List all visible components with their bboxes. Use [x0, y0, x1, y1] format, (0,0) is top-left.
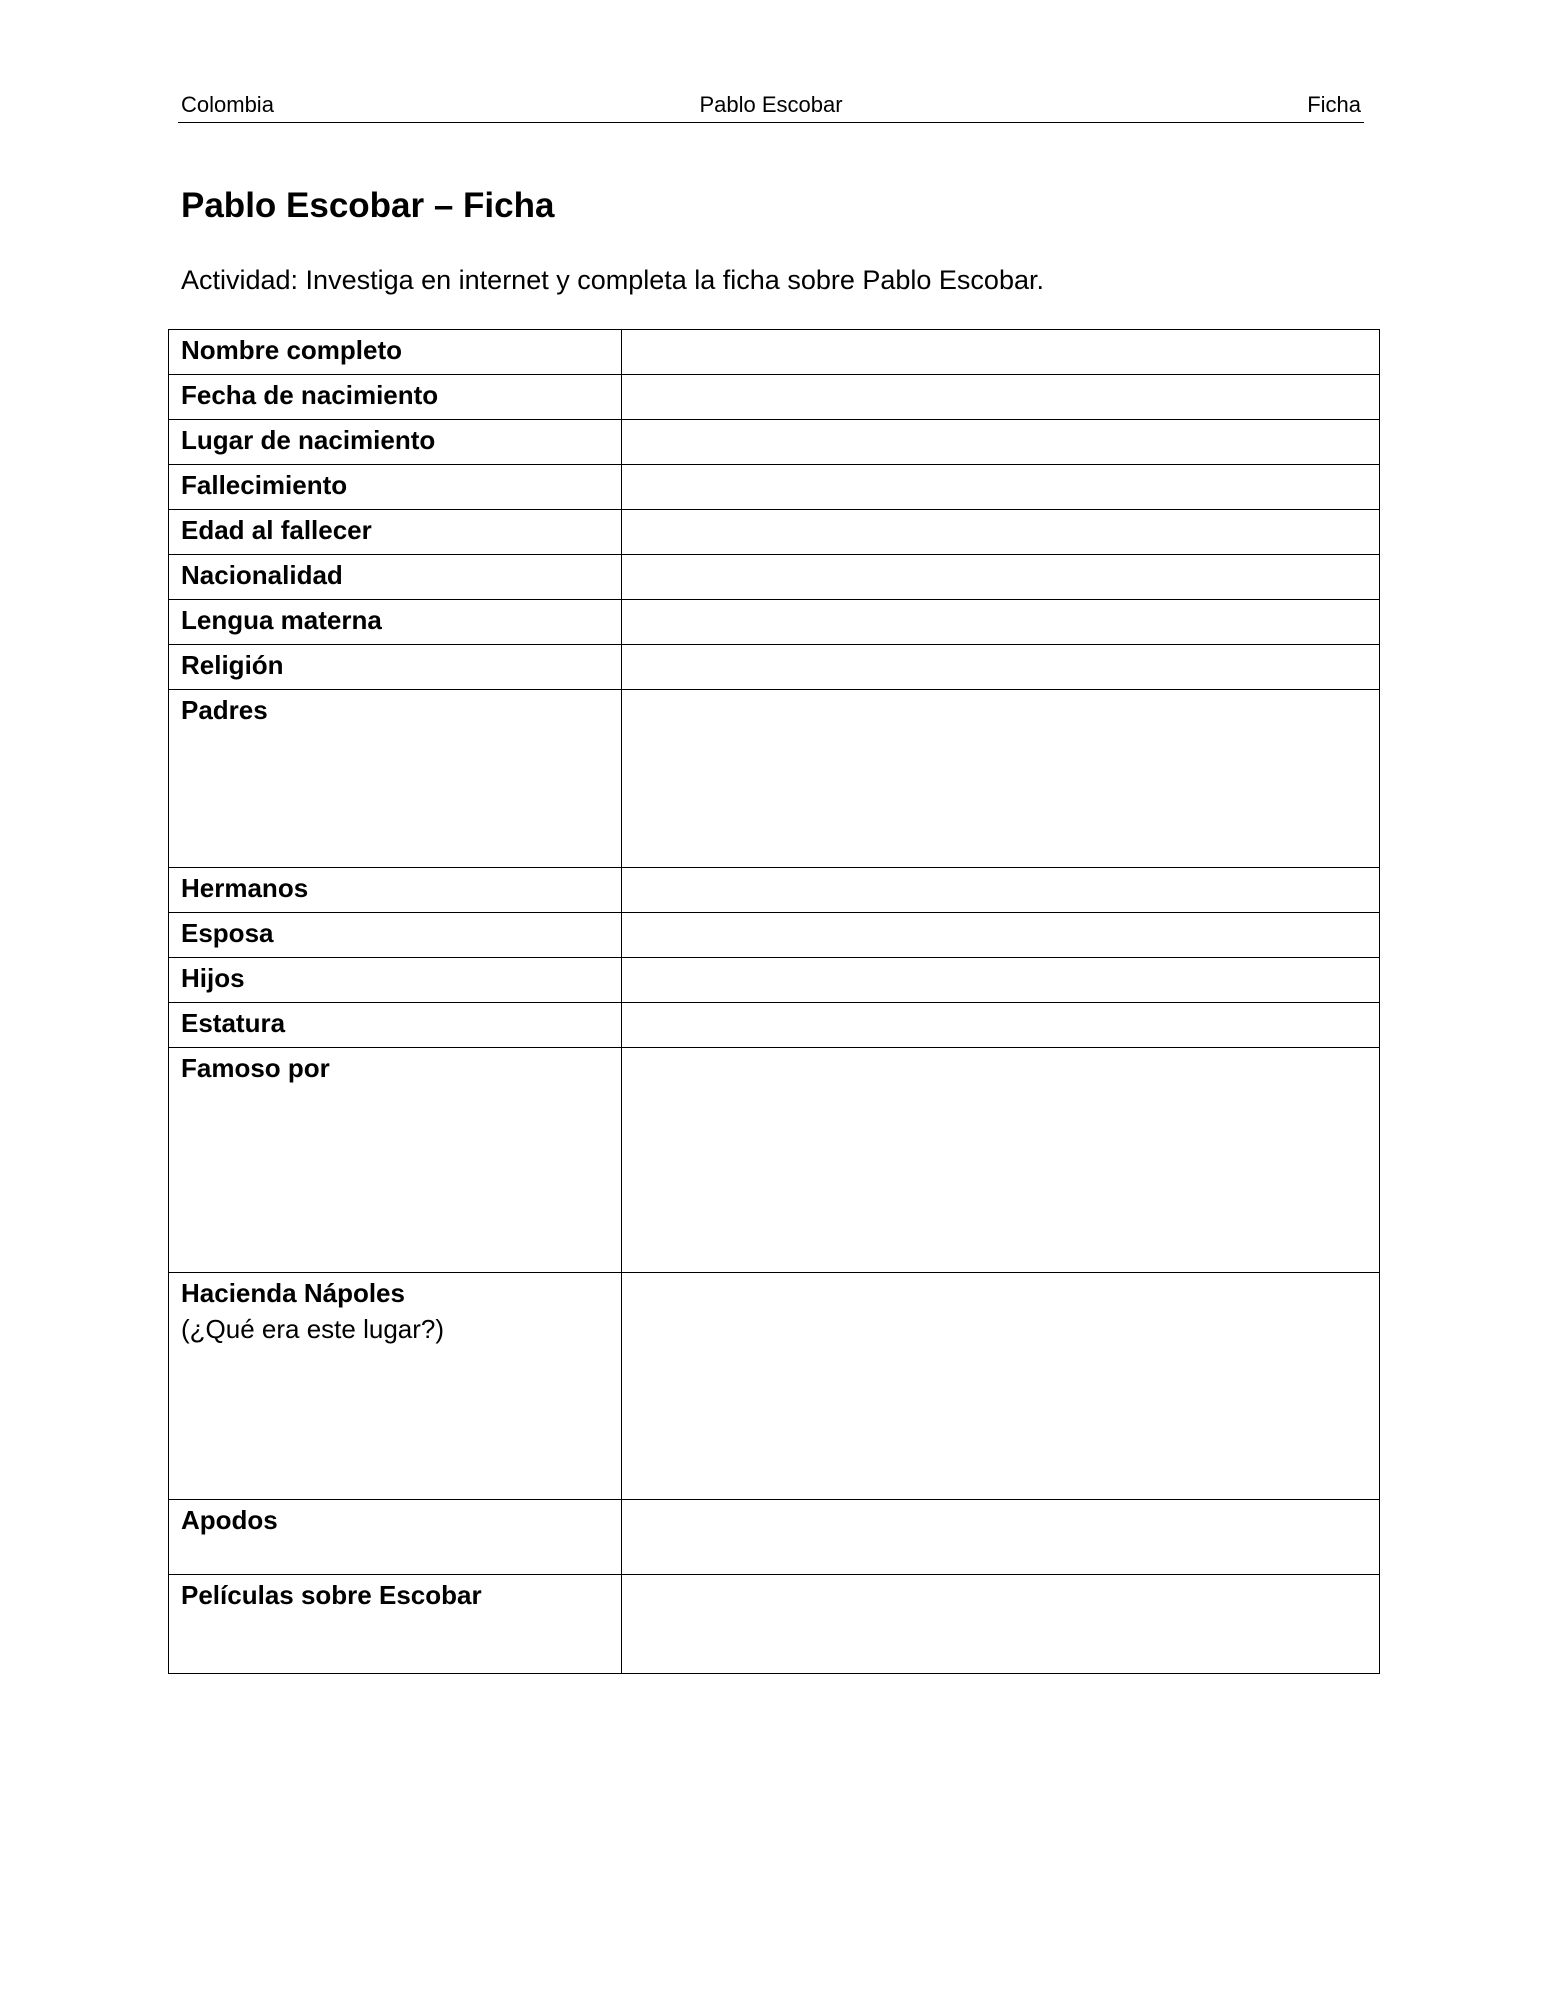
- form-label-cell: [169, 555, 622, 600]
- form-label-cell: [169, 375, 622, 420]
- answer-field-edad-al-fallecer[interactable]: [622, 510, 1380, 555]
- form-label: Edad al fallecer: [181, 515, 372, 545]
- answer-field-esposa[interactable]: [622, 913, 1380, 958]
- form-row-nombre-completo: [169, 330, 1380, 375]
- answer-field-famoso-por[interactable]: [622, 1048, 1380, 1273]
- form-row-fecha-de-nacimiento: [169, 375, 1380, 420]
- form-label-cell: [169, 868, 622, 913]
- header-center-text: Pablo Escobar: [699, 92, 843, 117]
- form-label: Apodos: [181, 1505, 278, 1535]
- form-row-lugar-de-nacimiento: [169, 420, 1380, 465]
- answer-field-fallecimiento[interactable]: [622, 465, 1380, 510]
- form-label-cell: [169, 600, 622, 645]
- form-label-cell: [169, 1048, 622, 1273]
- answer-field-nombre-completo[interactable]: [622, 330, 1380, 375]
- form-label: Hijos: [181, 963, 245, 993]
- answer-field-apodos[interactable]: [622, 1500, 1380, 1575]
- form-row-lengua-materna: [169, 600, 1380, 645]
- form-label-cell: [169, 465, 622, 510]
- form-label-cell: [169, 330, 622, 375]
- form-label: Nombre completo: [181, 335, 403, 365]
- form-label: Estatura: [181, 1008, 286, 1038]
- header-right-text: Ficha: [1307, 92, 1361, 117]
- form-label: Nacionalidad: [181, 560, 343, 590]
- page-header: [178, 90, 1364, 123]
- answer-field-lugar-de-nacimiento[interactable]: [622, 420, 1380, 465]
- form-label: Lengua materna: [181, 605, 382, 635]
- form-label-cell: [169, 913, 622, 958]
- answer-field-hermanos[interactable]: [622, 868, 1380, 913]
- form-row-fallecimiento: [169, 465, 1380, 510]
- answer-field-hacienda-napoles[interactable]: [622, 1273, 1380, 1500]
- form-row-hijos: [169, 958, 1380, 1003]
- form-label: Fallecimiento: [181, 470, 348, 500]
- document-title: Pablo Escobar – Ficha: [181, 186, 555, 225]
- form-label: Padres: [181, 695, 268, 725]
- answer-field-fecha-de-nacimiento[interactable]: [622, 375, 1380, 420]
- form-label-cell: [169, 1575, 622, 1674]
- form-label: Famoso por: [181, 1053, 330, 1083]
- answer-field-estatura[interactable]: [622, 1003, 1380, 1048]
- form-label-cell: [169, 958, 622, 1003]
- answer-field-peliculas-sobre-escobar[interactable]: [622, 1575, 1380, 1674]
- form-row-hacienda-napoles: [169, 1273, 1380, 1500]
- form-label: Hacienda Nápoles: [181, 1278, 405, 1308]
- biography-form-table: [168, 329, 1380, 1674]
- form-label: Religión: [181, 650, 284, 680]
- activity-instructions: Actividad: Investiga en internet y completa la ficha sobre Pablo Escobar.: [181, 265, 1044, 295]
- form-label-cell: [169, 1500, 622, 1575]
- form-row-famoso-por: [169, 1048, 1380, 1273]
- form-label: Lugar de nacimiento: [181, 425, 436, 455]
- form-label: Películas sobre Escobar: [181, 1580, 482, 1610]
- answer-field-nacionalidad[interactable]: [622, 555, 1380, 600]
- header-left-text: Colombia: [181, 92, 274, 117]
- form-row-padres: [169, 690, 1380, 868]
- form-label-cell: [169, 645, 622, 690]
- form-row-peliculas-sobre-escobar: [169, 1575, 1380, 1674]
- form-row-hermanos: [169, 868, 1380, 913]
- form-label: Fecha de nacimiento: [181, 380, 439, 410]
- answer-field-hijos[interactable]: [622, 958, 1380, 1003]
- form-row-esposa: [169, 913, 1380, 958]
- form-row-religion: [169, 645, 1380, 690]
- form-row-estatura: [169, 1003, 1380, 1048]
- form-label: Hermanos: [181, 873, 309, 903]
- form-label-cell: [169, 690, 622, 868]
- answer-field-lengua-materna[interactable]: [622, 600, 1380, 645]
- form-label-hint: (¿Qué era este lugar?): [181, 1314, 445, 1344]
- form-label-cell: [169, 510, 622, 555]
- form-label-cell: [169, 1273, 622, 1500]
- form-label-cell: [169, 1003, 622, 1048]
- form-label: Esposa: [181, 918, 274, 948]
- form-label-cell: [169, 420, 622, 465]
- form-row-nacionalidad: [169, 555, 1380, 600]
- form-row-edad-al-fallecer: [169, 510, 1380, 555]
- answer-field-padres[interactable]: [622, 690, 1380, 868]
- answer-field-religion[interactable]: [622, 645, 1380, 690]
- form-row-apodos: [169, 1500, 1380, 1575]
